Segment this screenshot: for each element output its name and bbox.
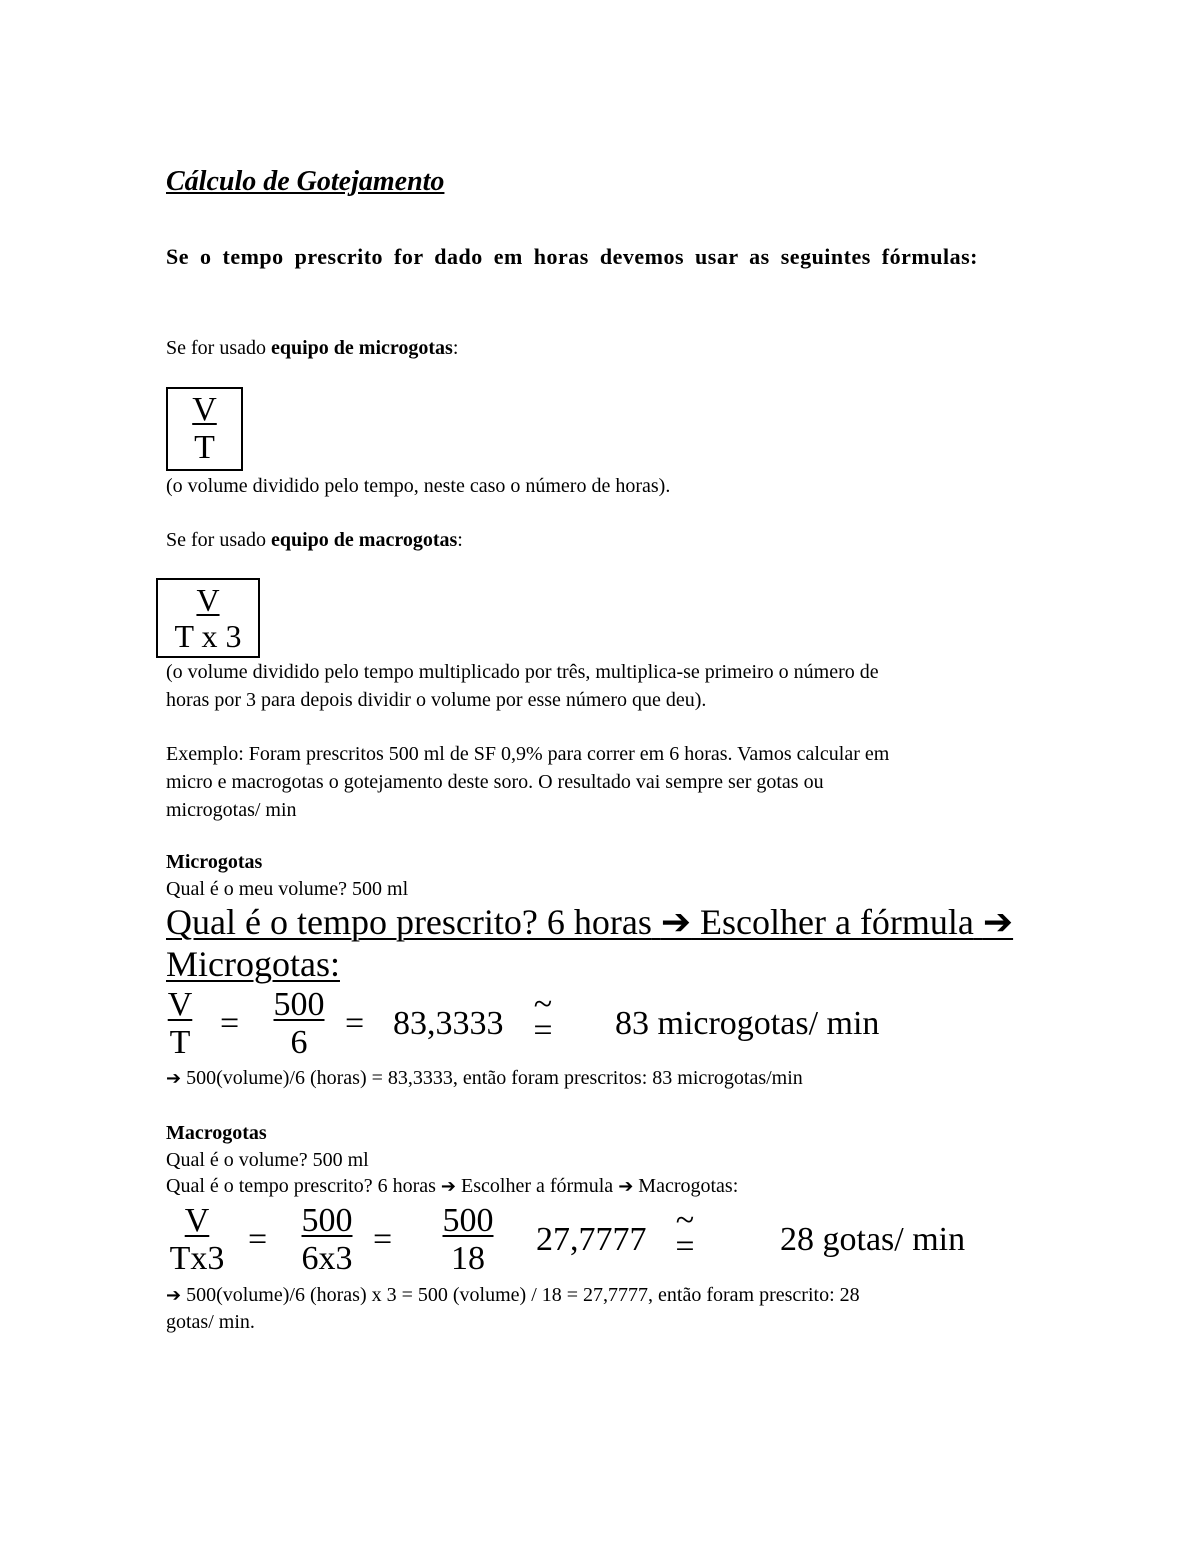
- macro-eq-value: 27,7777: [536, 1221, 647, 1258]
- macro-example-heading: Macrogotas: [166, 1122, 267, 1144]
- arrow-right-icon: ➔: [166, 1285, 182, 1306]
- macro-choose-formula: Escolher a fórmula: [461, 1175, 614, 1197]
- page-title: Cálculo de Gotejamento: [166, 166, 445, 197]
- macro-eq-fraction-500-6x3: [295, 1202, 359, 1278]
- macro-line-suffix: :: [457, 529, 463, 551]
- arrow-right-icon: ➔: [660, 902, 692, 943]
- micro-eq-tilde: ~: [533, 986, 553, 1023]
- micro-eq-approx: [528, 986, 558, 1049]
- micro-formula-denominator: T: [194, 429, 215, 466]
- macro-line-prefix: Se for usado: [166, 529, 271, 551]
- micro-line-suffix: :: [452, 337, 459, 359]
- micro-eq-f1-den: T: [169, 1024, 191, 1061]
- macro-eq-equals-1: =: [248, 1221, 268, 1258]
- micro-eq-f2-num: 500: [273, 986, 325, 1023]
- macro-eq-f3-den: 18: [451, 1240, 485, 1277]
- macro-eq-f2-den: 6x3: [301, 1240, 353, 1277]
- macro-explanation-line-2: horas por 3 para depois dividir o volume por esse número que deu).: [166, 689, 707, 711]
- micro-eq-fraction-500-6: [268, 986, 330, 1062]
- macro-eq-tilde: ~: [675, 1202, 695, 1239]
- micro-formula-label: Microgotas:: [166, 944, 340, 984]
- micro-eq-equals-2: =: [345, 1005, 365, 1042]
- macro-summary-1: 500(volume)/6 (horas) x 3 = 500 (volume) / 18 = 27,7777, então foram prescrito: 28: [186, 1284, 860, 1306]
- macro-eq-fraction-500-18: [437, 1202, 499, 1278]
- intro-paragraph: Se o tempo prescrito for dado em horas devemos usar as seguintes fórmulas:: [166, 244, 978, 269]
- arrow-right-icon: ➔: [166, 1068, 182, 1089]
- macro-summary-line-1: [166, 1281, 860, 1310]
- arrow-right-icon: ➔: [440, 1176, 457, 1197]
- example-line-2: micro e macrogotas o gotejamento deste soro. O resultado vai sempre ser gotas ou: [166, 771, 824, 793]
- macro-line-bold: equipo de macrogotas: [270, 529, 458, 551]
- example-line-3: microgotas/ min: [166, 799, 297, 821]
- macro-equipment-line: [166, 526, 463, 554]
- micro-explanation: (o volume dividido pelo tempo, neste caso o número de horas).: [166, 475, 671, 497]
- micro-choose-formula: Escolher a fórmula: [700, 902, 974, 942]
- macro-eq-f2-num: 500: [301, 1202, 353, 1239]
- macro-eq-fraction-vtx3: [162, 1202, 232, 1278]
- macro-eq-result: 28 gotas/ min: [780, 1221, 966, 1258]
- micro-eq-equals-1: =: [220, 1005, 240, 1042]
- micro-eq-value: 83,3333: [393, 1005, 504, 1042]
- macro-formula-label: Macrogotas:: [638, 1175, 739, 1197]
- macro-eq-equals-3: =: [675, 1228, 695, 1265]
- example-line-1: Exemplo: Foram prescritos 500 ml de SF 0,9% para correr em 6 horas. Vamos calcular em: [166, 743, 890, 765]
- micro-formula-box: [166, 387, 243, 471]
- macro-time-question: Qual é o tempo prescrito? 6 horas: [166, 1175, 436, 1197]
- macro-formula-box: [156, 578, 260, 658]
- macro-formula-denominator: T x 3: [174, 618, 242, 654]
- micro-eq-equals-3: =: [533, 1012, 553, 1049]
- macro-explanation-line-1: (o volume dividido pelo tempo multiplicado por três, multiplica-se primeiro o número de: [166, 661, 879, 683]
- micro-time-question-line: [166, 902, 1013, 943]
- macro-summary-line-2: gotas/ min.: [166, 1311, 255, 1333]
- micro-formula-numerator: V: [192, 391, 217, 428]
- macro-eq-approx: [670, 1202, 700, 1265]
- macro-eq-equals-2: =: [373, 1221, 393, 1258]
- micro-eq-result: 83 microgotas/ min: [615, 1005, 880, 1042]
- arrow-right-icon: ➔: [618, 1176, 634, 1197]
- micro-volume-question: Qual é o meu volume? 500 ml: [166, 878, 409, 900]
- micro-equipment-line: [166, 334, 458, 362]
- micro-eq-f2-den: 6: [290, 1024, 308, 1061]
- macro-eq-f1-num: V: [184, 1202, 210, 1239]
- micro-example-heading: Microgotas: [166, 851, 263, 873]
- macro-eq-f3-num: 500: [442, 1202, 494, 1239]
- micro-line-prefix: Se for usado: [166, 337, 271, 359]
- macro-volume-question: Qual é o volume? 500 ml: [166, 1149, 369, 1171]
- macro-eq-f1-den: Tx3: [169, 1240, 225, 1277]
- micro-time-question: Qual é o tempo prescrito? 6 horas: [166, 902, 652, 942]
- micro-line-bold: equipo de microgotas: [270, 337, 453, 359]
- micro-summary-line: [166, 1064, 803, 1093]
- arrow-right-icon: ➔: [982, 902, 1014, 943]
- micro-eq-fraction-vt: [160, 986, 200, 1062]
- macro-formula-numerator: V: [196, 582, 220, 618]
- macro-time-question-line: [166, 1172, 738, 1201]
- micro-eq-f1-num: V: [167, 986, 193, 1023]
- micro-summary: 500(volume)/6 (horas) = 83,3333, então foram prescritos: 83 microgotas/min: [186, 1067, 803, 1089]
